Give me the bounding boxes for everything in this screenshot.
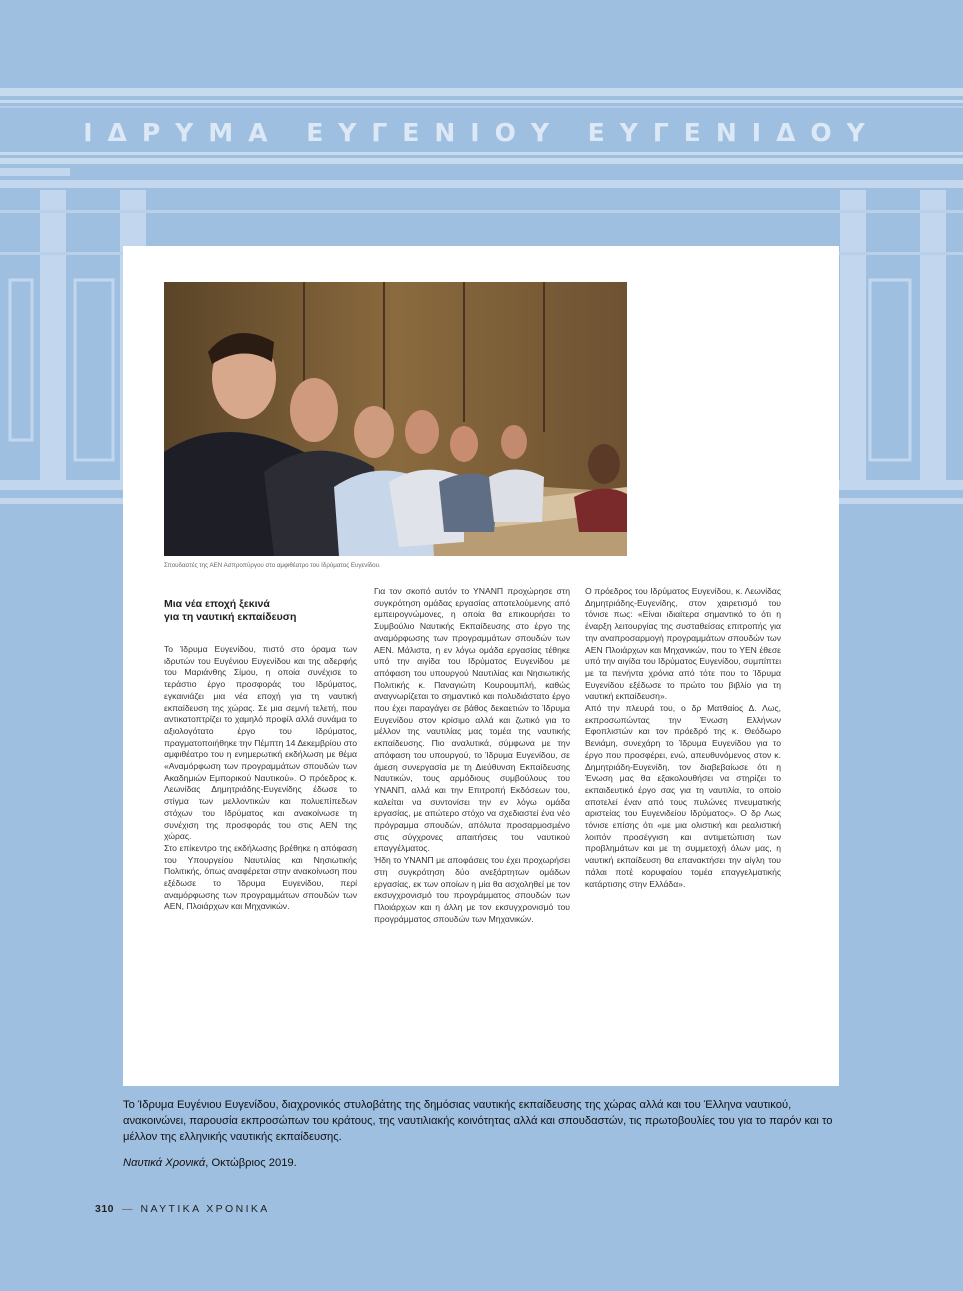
facade-inscription: ΙΔΡΥΜΑ ΕΥΓΕΝΙΟΥ ΕΥΓΕΝΙΔΟΥ [83,118,880,147]
page-footer [95,1203,270,1215]
source-title: Ναυτικά Χρονικά [123,1157,206,1169]
students-auditorium-photo [164,282,627,556]
column-3-paragraph: Ο πρόεδρος του Ιδρύματος Ευγενίδου, κ. Λεωνίδας Δημητριάδης-Ευγενίδης, στον χαιρετισμό του τόνισε πως: «Είναι ιδιαίτερα σημαντικό το ότι η έναρξη λειτουργίας της συσταθείσας επιτροπής για την αναπροσαρμογή προγραμμάτων σπουδών των ΑΕΝ Πλοιάρχων και Μηχανικών, που το ΥΕΝ έθεσε υπό την αιγίδα του Ιδρύματος Ευγενίδου, συμπίπτει με τα πενήντα χρόνια από τότε που το Ίδρυμα Ευγενίδου εξέδωσε το πρώτο του βιβλίο για τη ναυτική εκπαίδευση». [585,586,781,702]
publication-name: ΝΑΥΤΙΚΑ ΧΡΟΝΙΚΑ [140,1203,270,1215]
footer-separator: — [122,1203,133,1215]
column-1-paragraph: Το Ίδρυμα Ευγενίδου, πιστό στο όραμα των ιδρυτών του Ευγένιου Ευγενίδου και της αδερφής του Μαριάνθης Σίμου, η οποία συνέχισε το τεράστιο έργο προσφοράς του Ιδρύματος, εγκαινιάζει μια νέα εποχή για τη ναυτική εκπαίδευση της χώρας. Σε μια σεμνή τελετή, που αντικατοπτρίζει το χαμηλό προφίλ αλλά συνάμα το αξιολογότατο έργο του Ιδρύματος, πραγματοποιήθηκε την Πέμπτη 14 Δεκεμβρίου στο αμφιθέατρο του η ενημερωτική εκδήλωση με θέμα «Αναμόρφωση των προγραμμάτων σπουδών των Ακαδημιών Εμπορικού Ναυτικού». Ο πρόεδρος κ. Λεωνίδας Δημητριάδης-Ευγενίδης έδωσε το στίγμα των μελλοντικών και πολυεπίπεδων στόχων του Ιδρύματος και ανακοίνωσε τη συνέχιση της προσφοράς του στις ΑΕΝ της χώρας. [164,644,357,842]
source-date: , Οκτώβριος 2019. [205,1157,297,1169]
column-1-paragraph: Στο επίκεντρο της εκδήλωσης βρέθηκε η απόφαση του Υπουργείου Ναυτιλίας και Νησιωτικής Πολιτικής, όπως αναφέρεται στην ανακοίνωση που εξέδωσε το Ίδρυμα Ευγενίδου, περί αναμόρφωσης των προγραμμάτων σπουδών των ΑΕΝ, Πλοιάρχων και Μηχανικών. [164,842,357,912]
column-2-paragraph: Για τον σκοπό αυτόν το ΥΝΑΝΠ προχώρησε στη συγκρότηση ομάδας εργασίας αποτελούμενης από εμπειρογνώμονες, η οποία θα επικουρήσει το Συμβούλιο Ναυτικής Εκπαίδευσης στο έργο της αναμόρφωσης των προγραμμάτων σπουδών των ΑΕΝ. Μάλιστα, η εν λόγω ομάδα εργασίας τέθηκε υπό την αιγίδα του Ιδρύματος Ευγενίδου με απόφαση του υπουργού Ναυτιλίας και Νησιωτικής Πολιτικής κ. Παναγιώτη Κουρουμπλή, καθώς αναγνωρίζεται το σημαντικό και πολυδιάστατο έργο που έχει παραγάγει σε βάθος δεκαετιών το Ίδρυμα Ευγενίδου στον κρίσιμο αλλά και ζωτικό για το μέλλον της ναυτιλίας μας τομέα της ναυτικής εκπαίδευσης. Πιο αναλυτικά, σύμφωνα με την απόφαση του υπουργού, το Ίδρυμα Ευγενίδου, σε άμεση συνεργασία με τη Διεύθυνση Εκπαίδευσης Ναυτικών, τους αρμόδιους συμβούλους του ΥΝΑΝΠ, αλλά και την Επιτροπή Εκδόσεων του, καλείται να συντονίσει την εν λόγω ομάδα εργασίας, με απώτερο στόχο να σχεδιαστεί ένα νέο πρόγραμμα σπουδών, απόλυτα προσαρμοσμένο στις σύγχρονες απαιτήσεις του ναυτικού επαγγέλματος. [374,586,570,854]
article-column-2 [374,586,570,925]
column-2-paragraph: Ήδη το ΥΝΑΝΠ με αποφάσεις του έχει προχωρήσει στη συγκρότηση δύο ανεξάρτητων ομάδων εργασίας, εκ των οποίων η μία θα ασχοληθεί με τον εκσυγχρονισμό του προγράμματος σπουδών των Πλοιάρχων και η άλλη με τον εκσυγχρονισμό του προγράμματος σπουδών των Μηχανικών. [374,855,570,924]
article-column-3 [585,586,781,890]
source-citation [123,1157,297,1169]
headline-line-2: για τη ναυτική εκπαίδευση [164,611,297,623]
article-column-1 [164,644,357,913]
headline-line-1: Μια νέα εποχή ξεκινά [164,598,270,610]
page-caption: Το Ίδρυμα Ευγένιου Ευγενίδου, διαχρονικός στυλοβάτης της δημόσιας ναυτικής εκπαίδευσης της χώρας αλλά και του Έλληνα ναυτικού, ανακοινώνει, παρουσία εκπροσώπων του κράτους, της ναυτιλιακής κοινότητας αλλά και σπουδαστών, τις πρωτοβουλίες του για το παρόν και το μέλλον της ελληνικής ναυτικής εκπαίδευσης. [123,1099,833,1143]
article-headline [164,598,354,624]
photo-caption: Σπουδαστές της ΑΕΝ Ασπροπύργου στο αμφιθέατρο του Ιδρύματος Ευγενίδου. [164,562,381,569]
page-number: 310 [95,1203,115,1215]
column-3-paragraph: Από την πλευρά του, ο δρ Ματθαίος Δ. Λως, εκπροσωπώντας την Ένωση Ελλήνων Εφοπλιστών και τον πρόεδρό της κ. Θεόδωρο Βενιάμη, συνεχάρη το Ίδρυμα Ευγενίδου για το έργο που προσφέρει, ενώ, απευθυνόμενος στον κ. Δημητριάδη-Ευγενίδη, τον διαβεβαίωσε ότι η Ένωση μας θα εξακολουθήσει να στηρίζει το εκπαιδευτικό έργο σας για τη ναυτιλία, το οποίο αποτελεί έναν από τους πυλώνες πνευματικής αριστείας του Ευγενιδείου Ιδρύματος». Ο δρ Λως τόνισε επίσης ότι «με μια ολιστική και ρεαλιστική λοιπόν προσέγγιση και αντιμετώπιση των προβλημάτων και με τη συμμετοχή όλων μας, η ναυτική εκπαίδευση θα επανακτήσει την αίγλη του πάλαι ποτέ κορυφαίου τομέα επαγγελματικής κατάρτισης στην Ελλάδα». [585,703,781,889]
newspaper-clipping [123,246,839,1086]
